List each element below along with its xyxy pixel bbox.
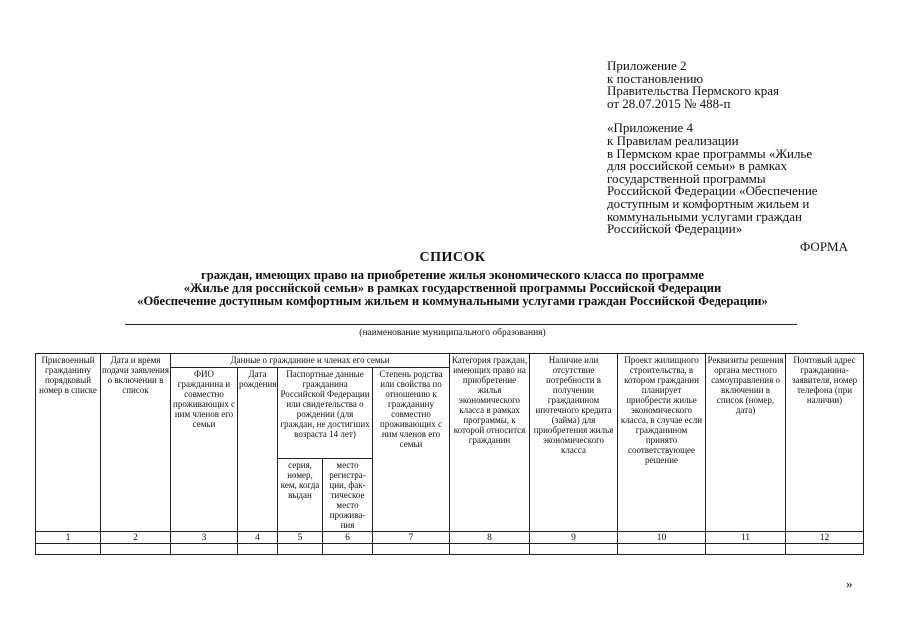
- empty-cell: [618, 544, 706, 555]
- form-label: ФОРМА: [800, 239, 848, 254]
- empty-cell: [530, 544, 618, 555]
- appendix-block: [607, 60, 877, 236]
- column-number: 1: [36, 532, 101, 544]
- appendix-line: от 28.07.2015 № 488-п: [607, 95, 731, 111]
- column-number: 6: [323, 532, 373, 544]
- municipality-caption: (наименование муниципального образования): [359, 328, 546, 338]
- empty-cell: [373, 544, 450, 555]
- header-col7: Степень родства или свойства по отношению к гражданину совместно проживающих с ним членов его семьи: [373, 368, 450, 532]
- column-number: 12: [786, 532, 864, 544]
- document-subtitle: [0, 269, 905, 308]
- header-col10: Проект жилищного строительства, в котором гражданин планирует приобрести жилье экономического класса, в случае если гражданином принято соответствующее решение: [618, 354, 706, 532]
- appendix-line: к постановлению: [607, 70, 704, 86]
- header-col12: Почтовый адрес гражданина-заявителя, номер телефона (при наличии): [786, 354, 864, 532]
- empty-cell: [706, 544, 786, 555]
- appendix-line: к Правилам реализации: [607, 132, 739, 148]
- header-col2: Дата и время подачи заявления о включении в список: [101, 354, 171, 532]
- column-number: 10: [618, 532, 706, 544]
- appendix-line: коммунальными услугами граждан: [607, 208, 802, 224]
- appendix-line: Приложение 2: [607, 58, 687, 73]
- column-numbers-row: [36, 532, 864, 544]
- appendix-line: «Приложение 4: [607, 120, 694, 136]
- column-number: 5: [278, 532, 323, 544]
- header-col11: Реквизиты решения органа местного самоуправления о включении в список (номер, дата): [706, 354, 786, 532]
- column-number: 11: [706, 532, 786, 544]
- empty-cell: [450, 544, 530, 555]
- header-row: [36, 354, 864, 368]
- header-col5: серия, номер, кем, когда выдан: [278, 459, 323, 532]
- header-col4: Дата рождения: [238, 368, 278, 532]
- subtitle-line: «Жилье для российской семьи» в рамках государственной программы Российской Федерации: [183, 281, 722, 295]
- appendix-line: для российской семьи» в рамках: [607, 158, 788, 174]
- subtitle-line: «Обеспечение доступным комфортным жильем и коммунальными услугами граждан Российской Федерации»: [137, 294, 768, 308]
- column-number: 3: [171, 532, 238, 544]
- appendix-line: доступным и комфортным жильем и: [607, 195, 810, 211]
- closing-quote: »: [846, 576, 853, 591]
- appendix-line: Правительства Пермского края: [607, 83, 779, 99]
- empty-cell: [786, 544, 864, 555]
- column-number: 2: [101, 532, 171, 544]
- empty-cell: [238, 544, 278, 555]
- subtitle-line: граждан, имеющих право на приобретение жилья экономического класса по программе: [200, 268, 705, 282]
- column-number: 4: [238, 532, 278, 544]
- appendix-line: государственной программы: [607, 170, 766, 186]
- appendix-line: Российской Федерации «Обеспечение: [607, 183, 818, 199]
- header-col6: место регистра-ции, фак-тическое место прожива-ния: [323, 459, 373, 532]
- empty-cell: [171, 544, 238, 555]
- empty-cell: [36, 544, 101, 555]
- document-title: СПИСОК: [419, 250, 486, 265]
- header-col9: Наличие или отсутствие потребности в получении гражданином ипотечного кредита (займа) для приобретения жилья экономического класса: [530, 354, 618, 532]
- appendix-line: в Пермском крае программы «Жилье: [607, 145, 813, 161]
- appendix-line: Российской Федерации»: [607, 221, 743, 237]
- municipality-underline: [125, 324, 797, 325]
- empty-cell: [278, 544, 323, 555]
- empty-cell: [323, 544, 373, 555]
- empty-data-row: [36, 544, 864, 555]
- header-col8: Категория граждан, имеющих право на приобретение жилья экономического класса в рамках программы, к которой относится гражданин: [450, 354, 530, 532]
- header-passport: Паспортные данные гражданина Российской Федерации или свидетельства о рождении (для граждан, не достигших возраста 14 лет): [278, 368, 373, 459]
- header-col3: ФИО гражданина и совместно проживающих с ним членов его семьи: [171, 368, 238, 532]
- header-col1: Присвоенный гражданину порядковый номер в списке: [36, 354, 101, 532]
- column-number: 7: [373, 532, 450, 544]
- header-family-group: Данные о гражданине и членах его семьи: [171, 354, 450, 368]
- column-number: 8: [450, 532, 530, 544]
- citizens-list-table: [35, 353, 864, 555]
- column-number: 9: [530, 532, 618, 544]
- empty-cell: [101, 544, 171, 555]
